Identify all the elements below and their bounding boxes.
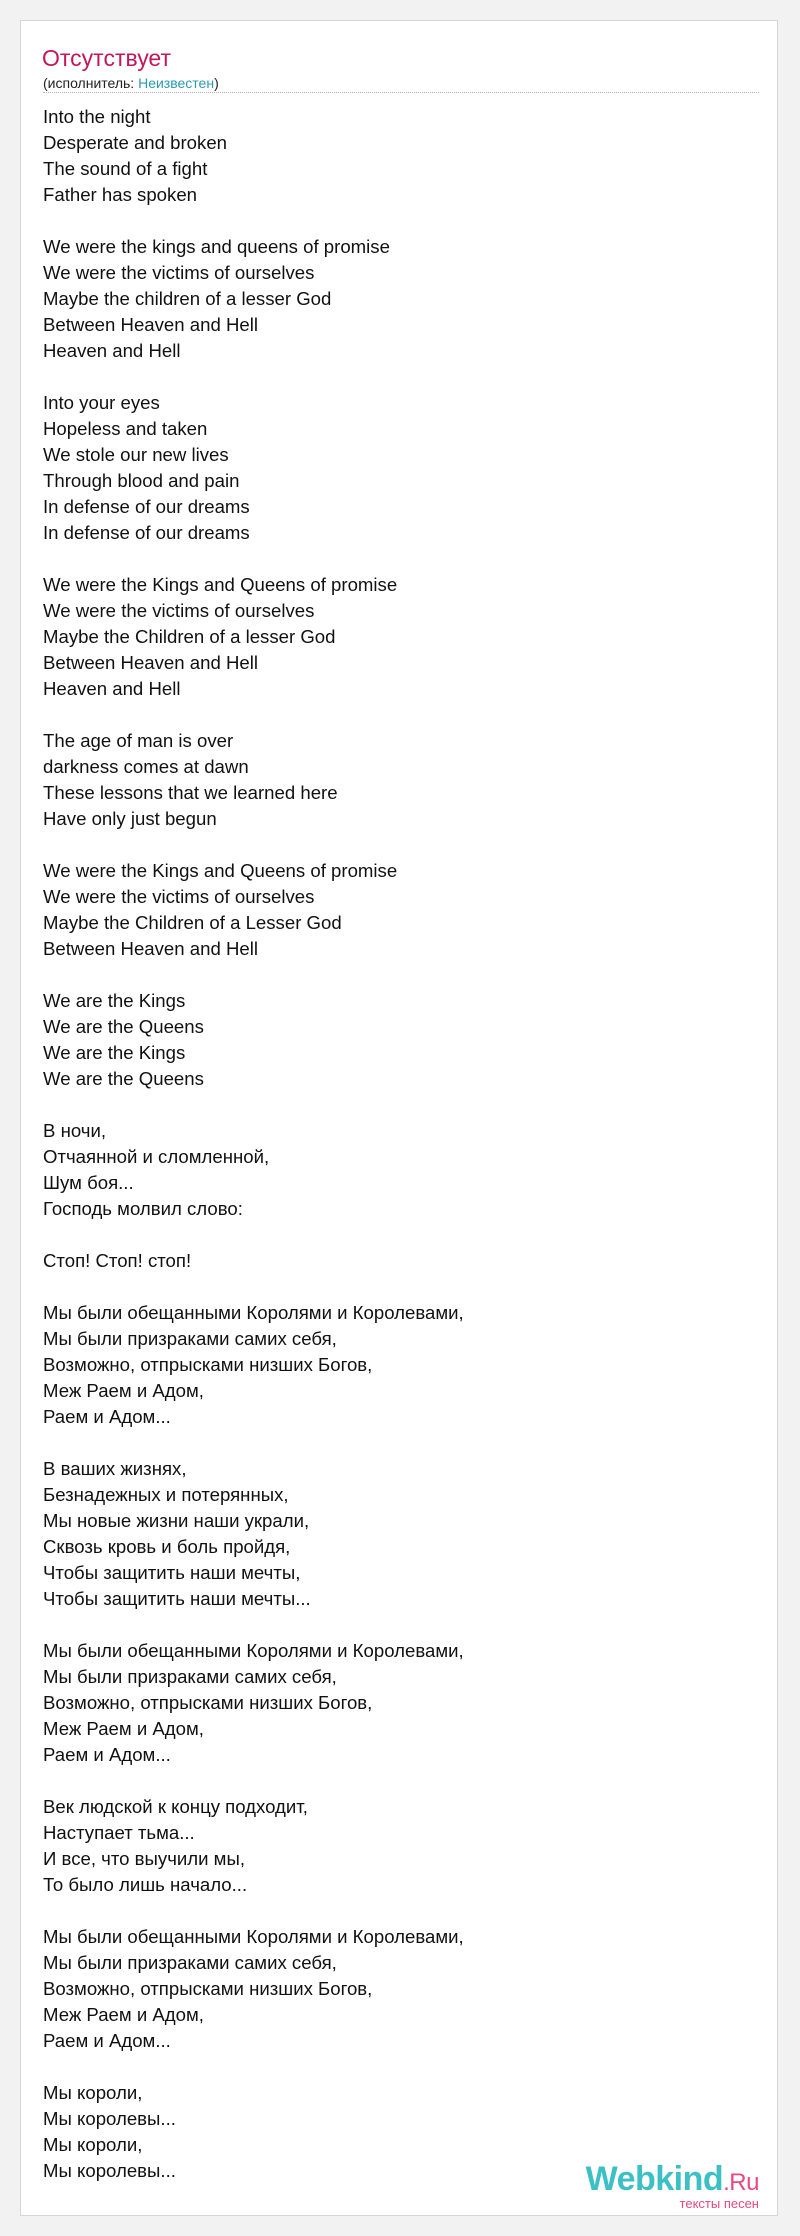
lyric-line: Меж Раем и Адом,: [43, 2004, 204, 2025]
lyric-line: [43, 2054, 743, 2080]
lyric-line: We were the victims of ourselves: [43, 262, 315, 283]
lyric-line: Наступает тьма...: [43, 1822, 195, 1843]
lyric-line: [43, 702, 743, 728]
lyric-line: We were the kings and queens of promise: [43, 236, 390, 257]
lyric-line: Into the night: [43, 106, 151, 127]
lyric-line: Into your eyes: [43, 392, 160, 413]
lyric-line: Возможно, отпрысками низших Богов,: [43, 1692, 373, 1713]
lyric-line: In defense of our dreams: [43, 522, 250, 543]
artist-suffix: ): [214, 75, 219, 91]
lyric-line: Возможно, отпрысками низших Богов,: [43, 1978, 373, 1999]
lyric-line: We are the Queens: [43, 1068, 204, 1089]
lyric-line: Through blood and pain: [43, 470, 240, 491]
artist-line: [43, 74, 219, 92]
lyrics-card: [20, 20, 778, 2216]
lyric-line: Мы были призраками самих себя,: [43, 1952, 337, 1973]
artist-link[interactable]: Неизвестен: [138, 75, 215, 91]
lyric-line: [43, 1274, 743, 1300]
lyric-line: [43, 962, 743, 988]
lyric-line: Раем и Адом...: [43, 1744, 171, 1765]
lyric-line: We are the Queens: [43, 1016, 204, 1037]
lyric-line: Мы новые жизни наши украли,: [43, 1510, 310, 1531]
lyric-line: Мы короли,: [43, 2134, 143, 2155]
lyric-line: Мы были обещанными Королями и Королевами,: [43, 1302, 464, 1323]
lyric-line: We were the Kings and Queens of promise: [43, 574, 398, 595]
lyric-line: И все, что выучили мы,: [43, 1848, 245, 1869]
lyric-line: We are the Kings: [43, 1042, 186, 1063]
lyric-line: Father has spoken: [43, 184, 198, 205]
lyric-line: Мы королевы...: [43, 2160, 176, 2181]
lyric-line: We were the victims of ourselves: [43, 600, 315, 621]
lyric-line: Мы были обещанными Королями и Королевами,: [43, 1926, 464, 1947]
logo-tld: .Ru: [723, 2169, 759, 2196]
lyric-line: Сквозь кровь и боль пройдя,: [43, 1536, 291, 1557]
lyric-line: Чтобы защитить наши мечты...: [43, 1588, 311, 1609]
lyric-line: Раем и Адом...: [43, 2030, 171, 2051]
lyric-line: The sound of a fight: [43, 158, 208, 179]
lyric-line: Безнадежных и потерянных,: [43, 1484, 289, 1505]
lyric-line: In defense of our dreams: [43, 496, 250, 517]
lyric-line: We were the Kings and Queens of promise: [43, 860, 398, 881]
lyric-line: Раем и Адом...: [43, 1406, 171, 1427]
lyric-line: Отчаянной и сломленной,: [43, 1146, 270, 1167]
lyric-line: Between Heaven and Hell: [43, 314, 258, 335]
song-title: Отсутствует: [42, 45, 171, 71]
lyric-line: Шум боя...: [43, 1172, 134, 1193]
lyric-line: Hopeless and taken: [43, 418, 208, 439]
lyric-line: [43, 1092, 743, 1118]
logo-tagline: тексты песен: [679, 2196, 759, 2211]
logo-wordmark: [586, 2161, 759, 2201]
lyric-line: [43, 1222, 743, 1248]
lyric-line: Between Heaven and Hell: [43, 938, 258, 959]
lyric-line: [43, 1612, 743, 1638]
lyric-line: Maybe the Children of a lesser God: [43, 626, 336, 647]
lyric-line: [43, 1898, 743, 1924]
lyric-line: Мы короли,: [43, 2082, 143, 2103]
lyric-line: Maybe the Children of a Lesser God: [43, 912, 342, 933]
webkind-logo[interactable]: [586, 2161, 759, 2211]
lyric-line: We were the victims of ourselves: [43, 886, 315, 907]
lyric-line: В ваших жизнях,: [43, 1458, 187, 1479]
lyric-line: [43, 364, 743, 390]
lyric-line: Стоп! Стоп! стоп!: [43, 1250, 192, 1271]
lyric-line: Between Heaven and Hell: [43, 652, 258, 673]
lyric-line: Maybe the children of a lesser God: [43, 288, 332, 309]
artist-prefix: (исполнитель:: [43, 75, 139, 91]
lyric-line: Господь молвил слово:: [43, 1198, 243, 1219]
lyric-line: Меж Раем и Адом,: [43, 1380, 204, 1401]
lyric-line: [43, 1768, 743, 1794]
lyric-line: We are the Kings: [43, 990, 186, 1011]
lyric-line: То было лишь начало...: [43, 1874, 248, 1895]
lyric-line: Век людской к концу подходит,: [43, 1796, 308, 1817]
lyric-line: В ночи,: [43, 1120, 107, 1141]
title-divider: [43, 92, 759, 93]
lyric-line: [43, 1430, 743, 1456]
lyric-line: [43, 208, 743, 234]
lyric-line: Мы королевы...: [43, 2108, 176, 2129]
lyric-line: Heaven and Hell: [43, 678, 181, 699]
lyric-line: Возможно, отпрысками низших Богов,: [43, 1354, 373, 1375]
lyric-line: Чтобы защитить наши мечты,: [43, 1562, 301, 1583]
lyric-line: The age of man is over: [43, 730, 234, 751]
lyric-line: We stole our new lives: [43, 444, 229, 465]
lyric-line: Мы были призраками самих себя,: [43, 1666, 337, 1687]
lyric-line: Меж Раем и Адом,: [43, 1718, 204, 1739]
lyrics-body: [43, 104, 743, 2184]
lyric-line: Desperate and broken: [43, 132, 227, 153]
lyric-line: [43, 832, 743, 858]
lyric-line: Мы были обещанными Королями и Королевами,: [43, 1640, 464, 1661]
logo-brand: Webkind: [585, 2160, 724, 2198]
lyric-line: Have only just begun: [43, 808, 217, 829]
lyric-line: [43, 546, 743, 572]
lyric-line: Heaven and Hell: [43, 340, 181, 361]
lyric-line: darkness comes at dawn: [43, 756, 249, 777]
lyric-line: These lessons that we learned here: [43, 782, 338, 803]
lyric-line: Мы были призраками самих себя,: [43, 1328, 337, 1349]
